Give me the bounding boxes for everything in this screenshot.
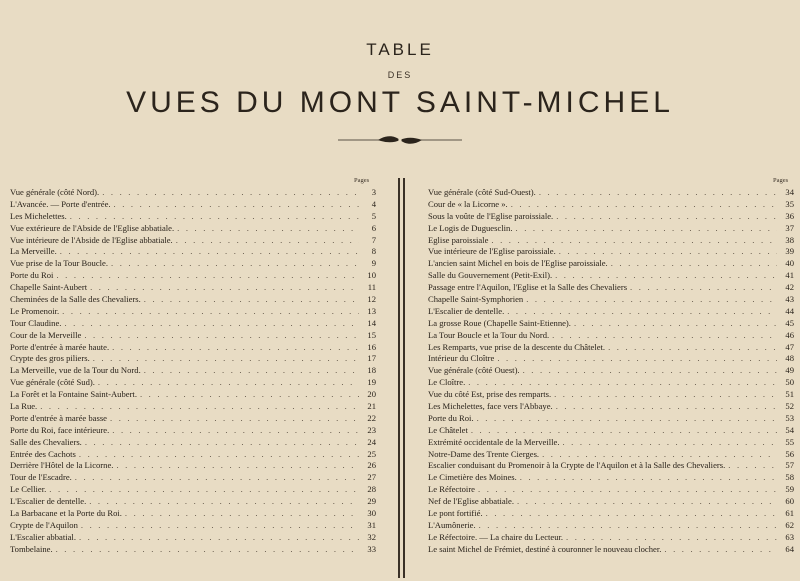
toc-entry-page-number: 22 bbox=[367, 412, 376, 423]
toc-entry-page-number: 64 bbox=[785, 543, 794, 554]
toc-entry bbox=[428, 330, 794, 342]
toc-entry bbox=[428, 294, 794, 306]
toc-entry-title: L'Escalier abbatial. bbox=[10, 531, 76, 542]
toc-entry-page-number: 18 bbox=[367, 365, 376, 376]
dot-leader bbox=[176, 235, 359, 247]
toc-entry-title: L'ancien saint Michel en bois de l'Eglise paroissiale. bbox=[428, 258, 608, 269]
toc-entry bbox=[10, 544, 376, 556]
page-title: VUES DU MONT SAINT-MICHEL bbox=[126, 86, 674, 119]
toc-entry-title: La Barbacane et la Porte du Roi. bbox=[10, 508, 122, 519]
dot-leader bbox=[520, 472, 777, 484]
toc-entry-title: Les Michelettes. bbox=[10, 210, 67, 221]
dot-leader bbox=[60, 246, 359, 258]
toc-entry-page-number: 20 bbox=[367, 389, 376, 400]
toc-entry-title: Eglise paroissiale bbox=[428, 234, 489, 245]
toc-entry-page-number: 52 bbox=[785, 401, 794, 412]
toc-entry-title: Extrémité occidentale de la Merveille. bbox=[428, 436, 560, 447]
toc-entry-title: Le saint Michel de Frémiet, destiné à couronner le nouveau clocher. bbox=[428, 543, 662, 554]
toc-entry-title: Porte d'entrée à marée haute. bbox=[10, 341, 110, 352]
toc-entry-title: Crypte de l'Aquilon bbox=[10, 519, 78, 530]
toc-entry bbox=[428, 472, 794, 484]
toc-entry bbox=[10, 211, 376, 223]
toc-entry-page-number: 45 bbox=[785, 317, 794, 328]
toc-entry-title: Le Châtelet bbox=[428, 424, 468, 435]
toc-entry-title: Notre-Dame des Trente Cierges. bbox=[428, 448, 540, 459]
pages-header-left: Pages bbox=[354, 177, 370, 184]
dot-leader bbox=[70, 211, 359, 223]
toc-entry-title: Tombelaine. bbox=[10, 543, 53, 554]
toc-entry bbox=[10, 532, 376, 544]
dot-leader bbox=[526, 294, 777, 306]
dot-leader bbox=[477, 413, 777, 425]
toc-entry bbox=[10, 282, 376, 294]
toc-entry bbox=[10, 187, 376, 199]
toc-entry bbox=[10, 460, 376, 472]
toc-entry bbox=[428, 365, 794, 377]
toc-entry-page-number: 56 bbox=[785, 448, 794, 459]
dot-leader bbox=[98, 377, 359, 389]
toc-entry bbox=[428, 235, 794, 247]
toc-entry-title: Le Logis de Duguesclin. bbox=[428, 222, 513, 233]
toc-entry bbox=[428, 449, 794, 461]
dot-leader bbox=[114, 199, 359, 211]
dot-leader bbox=[559, 246, 777, 258]
toc-entry-page-number: 11 bbox=[367, 282, 376, 293]
toc-entry-page-number: 6 bbox=[371, 222, 376, 233]
toc-entry-title: Salle des Chevaliers. bbox=[10, 436, 82, 447]
toc-entry bbox=[10, 258, 376, 270]
toc-entry bbox=[10, 389, 376, 401]
toc-left-column bbox=[10, 187, 376, 556]
toc-entry bbox=[10, 330, 376, 342]
toc-entry-title: Crypte des gros piliers. bbox=[10, 353, 90, 364]
toc-entry-title: Les Remparts, vue prise de la descente du Châtelet. bbox=[428, 341, 606, 352]
toc-entry-page-number: 8 bbox=[371, 246, 376, 257]
toc-entry bbox=[428, 484, 794, 496]
toc-entry bbox=[428, 389, 794, 401]
toc-entry-page-number: 43 bbox=[785, 294, 794, 305]
toc-entry-title: Cour de la Merveille bbox=[10, 329, 82, 340]
dot-leader bbox=[93, 353, 359, 365]
toc-entry bbox=[428, 532, 794, 544]
dot-leader bbox=[556, 211, 777, 223]
toc-entry-page-number: 49 bbox=[785, 365, 794, 376]
dot-leader bbox=[75, 472, 359, 484]
dot-leader bbox=[81, 520, 359, 532]
dot-leader bbox=[116, 460, 359, 472]
dot-leader bbox=[140, 389, 359, 401]
toc-entry-page-number: 57 bbox=[785, 460, 794, 471]
toc-entry bbox=[428, 437, 794, 449]
toc-entry-page-number: 35 bbox=[785, 198, 794, 209]
dot-leader bbox=[479, 520, 777, 532]
toc-entry-page-number: 34 bbox=[785, 187, 794, 197]
toc-entry-title: Sous la voûte de l'Eglise paroissiale. bbox=[428, 210, 554, 221]
toc-entry-title: Vue générale (côté Sud). bbox=[10, 377, 95, 388]
toc-entry bbox=[10, 294, 376, 306]
toc-entry-page-number: 50 bbox=[785, 377, 794, 388]
toc-entry-title: Les Michelettes, face vers l'Abbaye. bbox=[428, 401, 553, 412]
toc-entry-title: Le Cellier. bbox=[10, 484, 47, 495]
toc-entry bbox=[10, 520, 376, 532]
toc-entry-page-number: 30 bbox=[367, 508, 376, 519]
toc-entry-page-number: 38 bbox=[785, 234, 794, 245]
toc-entry-page-number: 3 bbox=[371, 187, 376, 197]
dot-leader bbox=[728, 460, 777, 472]
toc-entry-page-number: 60 bbox=[785, 496, 794, 507]
toc-entry bbox=[10, 270, 376, 282]
toc-entry-page-number: 46 bbox=[785, 329, 794, 340]
toc-entry-title: L'Avancée. — Porte d'entrée. bbox=[10, 198, 111, 209]
dot-leader bbox=[574, 318, 777, 330]
toc-entry-title: Vue du côté Est, prise des remparts. bbox=[428, 389, 552, 400]
toc-entry-page-number: 55 bbox=[785, 436, 794, 447]
toc-entry-title: La Merveille. bbox=[10, 246, 57, 257]
toc-entry-page-number: 59 bbox=[785, 484, 794, 495]
toc-entry-page-number: 39 bbox=[785, 246, 794, 257]
toc-entry-page-number: 27 bbox=[367, 472, 376, 483]
dot-leader bbox=[511, 199, 777, 211]
toc-entry-title: Derrière l'Hôtel de la Licorne. bbox=[10, 460, 114, 471]
toc-entry-title: Porte du Roi. bbox=[428, 412, 474, 423]
toc-entry-page-number: 9 bbox=[371, 258, 376, 269]
dot-leader bbox=[125, 508, 359, 520]
toc-entry-title: La Merveille, vue de la Tour du Nord. bbox=[10, 365, 141, 376]
toc-entry-title: Intérieur du Cloître bbox=[428, 353, 495, 364]
toc-entry bbox=[428, 187, 794, 199]
toc-entry-page-number: 14 bbox=[367, 317, 376, 328]
toc-entry-title: La grosse Roue (Chapelle Saint-Etienne). bbox=[428, 317, 571, 328]
toc-entry-title: Porte d'entrée à marée basse bbox=[10, 412, 107, 423]
dot-leader bbox=[608, 342, 777, 354]
dot-leader bbox=[84, 330, 359, 342]
toc-entry-title: Tour Claudine. bbox=[10, 317, 62, 328]
toc-entry-title: Nef de l'Eglise abbatiale. bbox=[428, 496, 515, 507]
toc-entry-page-number: 37 bbox=[785, 222, 794, 233]
dot-leader bbox=[516, 223, 778, 235]
toc-entry-page-number: 25 bbox=[367, 448, 376, 459]
toc-entry-page-number: 48 bbox=[785, 353, 794, 364]
toc-right-column bbox=[428, 187, 794, 556]
dot-leader bbox=[64, 318, 359, 330]
toc-entry bbox=[428, 199, 794, 211]
toc-entry-page-number: 7 bbox=[371, 234, 376, 245]
dot-leader bbox=[85, 437, 359, 449]
toc-entry bbox=[428, 460, 794, 472]
toc-entry-page-number: 28 bbox=[367, 484, 376, 495]
toc-entry-page-number: 33 bbox=[367, 543, 376, 554]
dot-leader bbox=[566, 532, 777, 544]
toc-entry bbox=[428, 401, 794, 413]
toc-entry-title: Le Promenoir. bbox=[10, 305, 60, 316]
toc-entry bbox=[10, 235, 376, 247]
dot-leader bbox=[40, 401, 359, 413]
toc-entry-title: Chapelle Saint-Aubert bbox=[10, 282, 88, 293]
toc-entry bbox=[428, 246, 794, 258]
toc-entry-page-number: 58 bbox=[785, 472, 794, 483]
dot-leader bbox=[90, 282, 359, 294]
toc-entry bbox=[10, 449, 376, 461]
dot-leader bbox=[630, 282, 777, 294]
dot-leader bbox=[491, 235, 777, 247]
toc-entry-page-number: 16 bbox=[367, 341, 376, 352]
toc-entry-page-number: 53 bbox=[785, 412, 794, 423]
dot-leader bbox=[478, 484, 777, 496]
dot-leader bbox=[517, 496, 777, 508]
dot-leader bbox=[556, 401, 777, 413]
toc-entry bbox=[428, 306, 794, 318]
dot-leader bbox=[562, 437, 777, 449]
dot-leader bbox=[497, 353, 777, 365]
dot-leader bbox=[486, 508, 777, 520]
dot-leader bbox=[539, 187, 777, 199]
toc-entry bbox=[428, 377, 794, 389]
toc-entry bbox=[428, 270, 794, 282]
toc-entry-page-number: 63 bbox=[785, 531, 794, 542]
toc-entry-title: Porte du Roi bbox=[10, 270, 54, 281]
toc-entry-page-number: 29 bbox=[367, 496, 376, 507]
toc-entry bbox=[10, 342, 376, 354]
toc-entry-page-number: 15 bbox=[367, 329, 376, 340]
toc-entry-title: Passage entre l'Aquilon, l'Eglise et la Salle des Chevaliers bbox=[428, 282, 628, 293]
toc-entry-title: La Forêt et la Fontaine Saint-Aubert. bbox=[10, 389, 137, 400]
toc-entry-title: Le Cloître. bbox=[428, 377, 466, 388]
toc-entry-title: Tour de l'Escadre. bbox=[10, 472, 72, 483]
dot-leader bbox=[144, 294, 359, 306]
toc-entry-title: Salle du Gouvernement (Petit-Exil). bbox=[428, 270, 553, 281]
toc-entry-title: L'Escalier de dentelle. bbox=[10, 496, 87, 507]
toc-entry bbox=[10, 472, 376, 484]
toc-entry bbox=[428, 425, 794, 437]
toc-entry-title: Le Réfectoire bbox=[428, 484, 475, 495]
toc-entry bbox=[10, 508, 376, 520]
toc-entry bbox=[428, 508, 794, 520]
toc-entry-title: Vue générale (côté Nord). bbox=[10, 187, 100, 197]
toc-entry-title: Chapelle Saint-Symphorien bbox=[428, 294, 524, 305]
dot-leader bbox=[79, 449, 359, 461]
toc-entry bbox=[10, 365, 376, 377]
title-des: DES bbox=[387, 70, 413, 80]
dot-leader bbox=[56, 544, 359, 556]
toc-entry-page-number: 19 bbox=[367, 377, 376, 388]
toc-entry-page-number: 13 bbox=[367, 305, 376, 316]
toc-entry-title: La Rue. bbox=[10, 401, 38, 412]
dot-leader bbox=[102, 187, 359, 199]
toc-entry-title: Vue prise de la Tour Boucle. bbox=[10, 258, 109, 269]
dot-leader bbox=[552, 330, 777, 342]
toc-entry-page-number: 5 bbox=[371, 210, 376, 221]
dot-leader bbox=[111, 258, 359, 270]
toc-entry-page-number: 23 bbox=[367, 424, 376, 435]
toc-entry-page-number: 36 bbox=[785, 210, 794, 221]
dot-leader bbox=[468, 377, 777, 389]
toc-entry bbox=[10, 401, 376, 413]
toc-entry-title: Escalier conduisant du Promenoir à la Crypte de l'Aquilon et à la Salle des Chevaliers. bbox=[428, 460, 726, 471]
toc-entry-title: Cour de « la Licorne ». bbox=[428, 198, 508, 209]
toc-entry-title: Cheminées de la Salle des Chevaliers. bbox=[10, 294, 141, 305]
pages-header-right: Pages bbox=[773, 177, 789, 184]
dot-leader bbox=[611, 258, 777, 270]
dot-leader bbox=[554, 389, 777, 401]
toc-entry-title: Vue extérieure de l'Abside de l'Eglise abbatiale. bbox=[10, 222, 175, 233]
toc-entry-page-number: 47 bbox=[785, 341, 794, 352]
toc-entry bbox=[10, 353, 376, 365]
toc-entry-page-number: 24 bbox=[367, 436, 376, 447]
toc-entry bbox=[10, 199, 376, 211]
toc-entry-page-number: 62 bbox=[785, 519, 794, 530]
toc-entry bbox=[10, 437, 376, 449]
toc-entry bbox=[428, 318, 794, 330]
dot-leader bbox=[507, 306, 777, 318]
toc-entry-title: L'Escalier de dentelle. bbox=[428, 305, 505, 316]
column-divider bbox=[403, 178, 405, 578]
dot-leader bbox=[664, 544, 777, 556]
toc-entry-title: Vue générale (côté Ouest). bbox=[428, 365, 520, 376]
dot-leader bbox=[471, 425, 777, 437]
toc-entry-title: Le Cimetière des Moines. bbox=[428, 472, 517, 483]
toc-entry-title: Vue générale (côté Sud-Ouest). bbox=[428, 187, 536, 197]
toc-entry bbox=[428, 211, 794, 223]
toc-entry-title: Entrée des Cachots bbox=[10, 448, 76, 459]
toc-entry-page-number: 12 bbox=[367, 294, 376, 305]
toc-entry bbox=[10, 413, 376, 425]
toc-entry-title: Le pont fortifié. bbox=[428, 508, 483, 519]
toc-entry-page-number: 54 bbox=[785, 424, 794, 435]
toc-entry-page-number: 10 bbox=[367, 270, 376, 281]
ornament-divider bbox=[338, 134, 462, 146]
toc-entry bbox=[428, 223, 794, 235]
toc-entry bbox=[428, 353, 794, 365]
toc-entry bbox=[428, 544, 794, 556]
toc-entry-page-number: 42 bbox=[785, 282, 794, 293]
toc-entry-title: L'Aumônerie. bbox=[428, 519, 476, 530]
dot-leader bbox=[79, 532, 359, 544]
toc-entry bbox=[10, 318, 376, 330]
toc-entry-page-number: 26 bbox=[367, 460, 376, 471]
toc-entry-page-number: 4 bbox=[371, 198, 376, 209]
toc-entry bbox=[428, 413, 794, 425]
toc-entry-title: Le Réfectoire. — La chaire du Lecteur. bbox=[428, 531, 564, 542]
toc-entry bbox=[10, 306, 376, 318]
toc-entry-page-number: 51 bbox=[785, 389, 794, 400]
toc-entry-title: Vue intérieure de l'Eglise paroissiale. bbox=[428, 246, 556, 257]
toc-entry-page-number: 32 bbox=[367, 531, 376, 542]
toc-entry bbox=[10, 377, 376, 389]
toc-entry-title: Porte du Roi, face intérieure. bbox=[10, 424, 110, 435]
toc-entry-page-number: 41 bbox=[785, 270, 794, 281]
dot-leader bbox=[112, 342, 359, 354]
toc-entry-title: La Tour Boucle et la Tour du Nord. bbox=[428, 329, 550, 340]
toc-entry bbox=[428, 496, 794, 508]
toc-entry bbox=[428, 342, 794, 354]
dot-leader bbox=[110, 413, 359, 425]
toc-entry-page-number: 31 bbox=[367, 519, 376, 530]
toc-entry bbox=[10, 223, 376, 235]
dot-leader bbox=[112, 425, 359, 437]
toc-entry bbox=[428, 258, 794, 270]
toc-entry-page-number: 17 bbox=[367, 353, 376, 364]
dot-leader bbox=[523, 365, 777, 377]
toc-entry-page-number: 21 bbox=[367, 401, 376, 412]
toc-entry bbox=[10, 246, 376, 258]
title-table: TABLE bbox=[366, 40, 434, 59]
toc-entry-title: Vue intérieure de l'Abside de l'Eglise abbatiale. bbox=[10, 234, 173, 245]
toc-entry bbox=[10, 484, 376, 496]
toc-entry bbox=[10, 496, 376, 508]
toc-entry-page-number: 40 bbox=[785, 258, 794, 269]
toc-entry bbox=[428, 282, 794, 294]
dot-leader bbox=[49, 484, 359, 496]
column-divider bbox=[398, 178, 400, 578]
dot-leader bbox=[56, 270, 359, 282]
dot-leader bbox=[89, 496, 359, 508]
dot-leader bbox=[144, 365, 359, 377]
dot-leader bbox=[177, 223, 359, 235]
dot-leader bbox=[555, 270, 777, 282]
toc-entry bbox=[428, 520, 794, 532]
dot-leader bbox=[542, 449, 777, 461]
dot-leader bbox=[62, 306, 359, 318]
toc-entry bbox=[10, 425, 376, 437]
toc-entry-page-number: 44 bbox=[785, 305, 794, 316]
toc-entry-page-number: 61 bbox=[785, 508, 794, 519]
